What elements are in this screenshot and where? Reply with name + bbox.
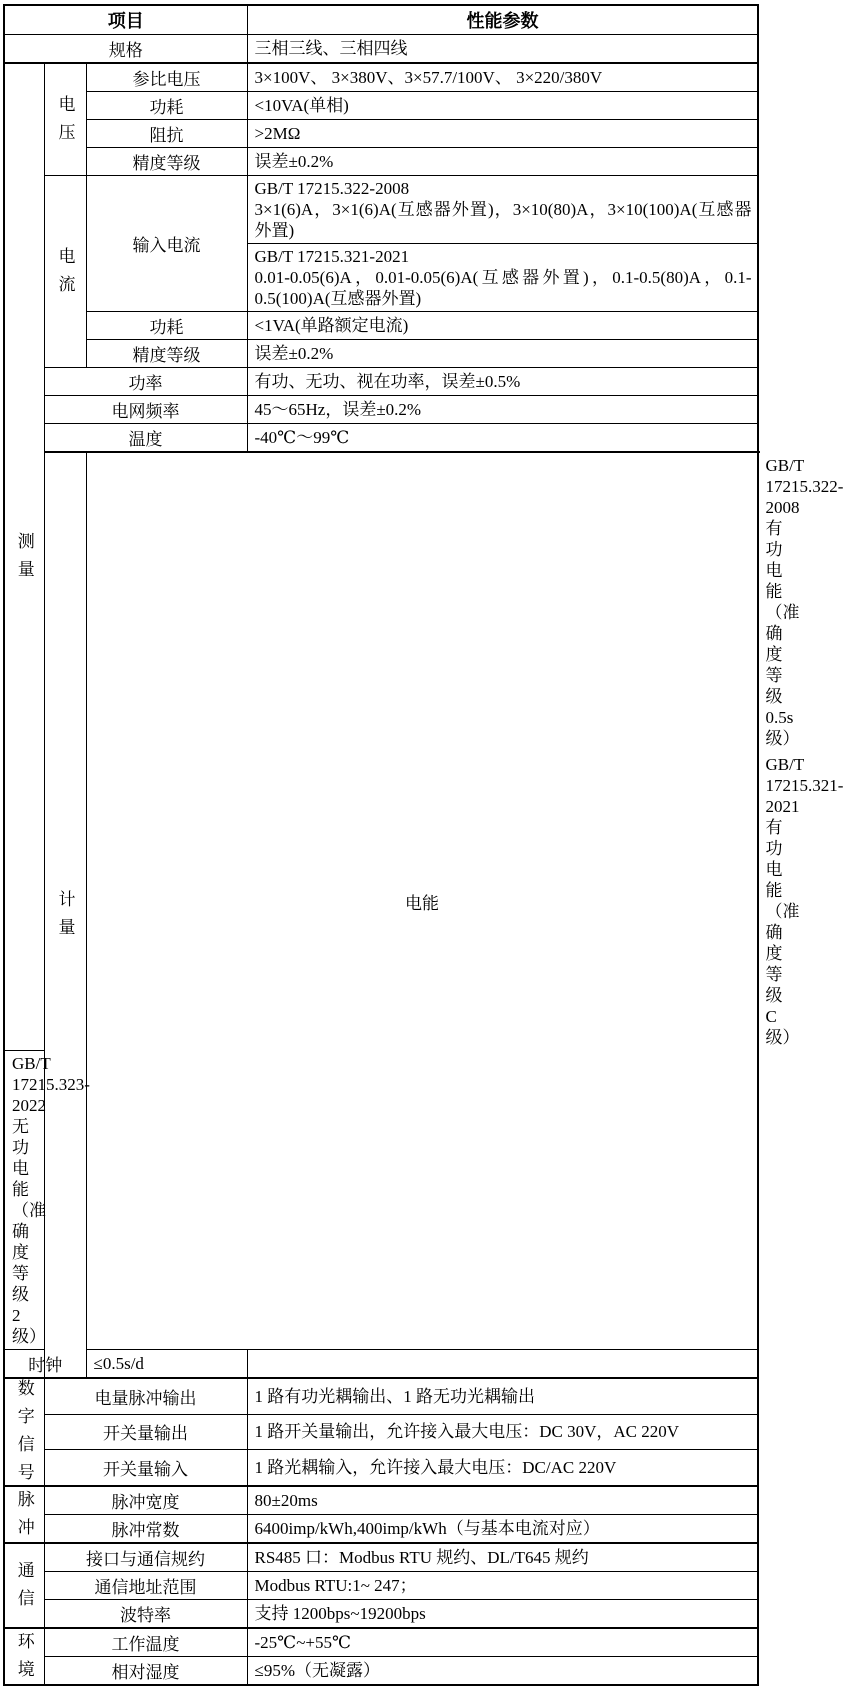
header-params: 性能参数 — [247, 5, 758, 35]
input-current-std1-cell — [247, 176, 758, 244]
table-row: 计量 电能 GB/T 17215.322-2008 有功电能（准确度等级 0.5s 级） — [4, 452, 758, 752]
row-label-current-consumption: 功耗 — [86, 312, 247, 340]
row-label-energy: 电能 — [86, 452, 758, 1350]
row-label-ref-voltage: 参比电压 — [86, 63, 247, 92]
table-header-row — [4, 5, 758, 35]
spec-value: 三相三线、三相四线 — [247, 35, 758, 64]
spec-label: 规格 — [4, 35, 247, 64]
table-row — [4, 176, 758, 244]
table-row — [4, 340, 758, 368]
category-cell-communication — [4, 1543, 44, 1628]
category-cell-measurement — [4, 63, 44, 1051]
row-value-energy-pulse-output: 1 路有功光耦输出、1 路无功光耦输出 — [247, 1378, 758, 1414]
category-label: 测量 — [14, 532, 34, 588]
row-value-voltage-accuracy: 误差±0.2% — [247, 148, 758, 176]
row-value-temperature: -40℃～99℃ — [247, 424, 758, 453]
row-label-working-temperature: 工作温度 — [44, 1628, 247, 1657]
standard-value: 无功电能（准确度等级 2 级） — [12, 1117, 46, 1346]
table-row — [4, 1572, 758, 1600]
table-row — [4, 1515, 758, 1544]
standard-title: GB/T 17215.322-2008 — [254, 179, 410, 198]
row-value-address-range: Modbus RTU:1~ 247； — [247, 1572, 758, 1600]
table-row — [4, 92, 758, 120]
table-row — [4, 1450, 758, 1486]
table-row — [4, 424, 758, 453]
category-label: 数字信号 — [14, 1379, 34, 1491]
row-label-switch-input: 开关量输入 — [44, 1450, 247, 1486]
row-label-voltage-consumption: 功耗 — [86, 92, 247, 120]
table-row — [4, 312, 758, 340]
row-label-baud-rate: 波特率 — [44, 1600, 247, 1629]
row-label-pulse-constant: 脉冲常数 — [44, 1515, 247, 1544]
row-value-current-consumption: <1VA(单路额定电流) — [247, 312, 758, 340]
table-row — [4, 1628, 758, 1657]
row-label-power: 功率 — [44, 368, 247, 396]
row-label-clock: 时钟 — [4, 1350, 86, 1379]
row-label-relative-humidity: 相对湿度 — [44, 1657, 247, 1686]
row-value-protocol: RS485 口：Modbus RTU 规约、DL/T645 规约 — [247, 1543, 758, 1572]
category-cell-pulse — [4, 1486, 44, 1546]
row-value-baud-rate: 支持 1200bps~19200bps — [247, 1600, 758, 1629]
row-label-impedance: 阻抗 — [86, 120, 247, 148]
table-row — [4, 63, 758, 92]
subcategory-cell-current — [44, 176, 86, 368]
row-value-switch-input: 1 路光耦输入，允许接入最大电压：DC/AC 220V — [247, 1450, 758, 1486]
energy-std3-cell — [4, 1051, 90, 1350]
table-row: GB/T 17215.321-2021 有功电能（准确度等级 C 级） — [765, 755, 843, 1047]
row-value-pulse-width: 80±20ms — [247, 1486, 758, 1515]
row-value-power: 有功、无功、视在功率，误差±0.5% — [247, 368, 758, 396]
row-label-input-current: 输入电流 — [86, 176, 247, 312]
row-label-switch-output: 开关量输出 — [44, 1414, 247, 1450]
subcategory-label: 电流 — [55, 246, 75, 303]
table-row — [4, 148, 758, 176]
row-label-energy-pulse-output: 电量脉冲输出 — [44, 1378, 247, 1414]
category-cell-environment — [4, 1628, 44, 1688]
row-value-working-temperature: -25℃~+55℃ — [247, 1628, 758, 1657]
row-label-pulse-width: 脉冲宽度 — [44, 1486, 247, 1515]
row-value-relative-humidity: ≤95%（无凝露） — [247, 1657, 758, 1686]
category-cell-metering — [44, 452, 86, 1378]
category-label: 计量 — [55, 890, 75, 946]
table-row — [4, 396, 758, 424]
row-label-address-range: 通信地址范围 — [44, 1572, 247, 1600]
row-label-temperature: 温度 — [44, 424, 247, 453]
table-row — [4, 1350, 758, 1379]
spec-table — [3, 4, 843, 1688]
subcategory-label: 电压 — [55, 94, 75, 151]
standard-title: GB/T 17215.321-2021 — [254, 247, 410, 266]
table-row — [4, 1414, 758, 1450]
table-row — [4, 1600, 758, 1629]
row-label-voltage-accuracy: 精度等级 — [86, 148, 247, 176]
header-item: 项目 — [4, 5, 247, 35]
input-current-std2-cell — [247, 244, 758, 312]
row-label-current-accuracy: 精度等级 — [86, 340, 247, 368]
table-row — [4, 35, 758, 64]
row-value-clock: ≤0.5s/d — [86, 1350, 247, 1379]
row-value-current-accuracy: 误差±0.2% — [247, 340, 758, 368]
row-value-frequency: 45～65Hz，误差±0.2% — [247, 396, 758, 424]
table-row — [4, 1543, 758, 1572]
table-row — [4, 120, 758, 148]
row-value-ref-voltage: 3×100V、 3×380V、3×57.7/100V、 3×220/380V — [247, 63, 758, 92]
table-row — [4, 1486, 758, 1515]
table-row — [4, 368, 758, 396]
category-label: 环境 — [14, 1631, 34, 1688]
standard-title: GB/T 17215.323-2022 — [12, 1054, 90, 1115]
table-row — [4, 1378, 758, 1414]
category-label: 脉冲 — [14, 1489, 34, 1546]
row-label-protocol: 接口与通信规约 — [44, 1543, 247, 1572]
category-label: 通信 — [14, 1560, 34, 1617]
row-value-pulse-constant: 6400imp/kWh,400imp/kWh（与基本电流对应） — [247, 1515, 758, 1544]
category-cell-digital-signal — [4, 1378, 44, 1491]
row-value-switch-output: 1 路开关量输出，允许接入最大电压：DC 30V，AC 220V — [247, 1414, 758, 1450]
row-value-voltage-consumption: <10VA(单相) — [247, 92, 758, 120]
subcategory-cell-voltage — [44, 63, 86, 176]
row-value-impedance: >2MΩ — [247, 120, 758, 148]
row-label-frequency: 电网频率 — [44, 396, 247, 424]
table-row — [4, 1657, 758, 1686]
standard-value: 0.01-0.05(6)A，0.01-0.05(6)A(互感器外置)，0.1-0.5(80)A，0.1-0.5(100)A(互感器外置) — [254, 268, 752, 308]
standard-value: 3×1(6)A，3×1(6)A(互感器外置)，3×10(80)A，3×10(100)A(互感器外置) — [254, 200, 752, 240]
